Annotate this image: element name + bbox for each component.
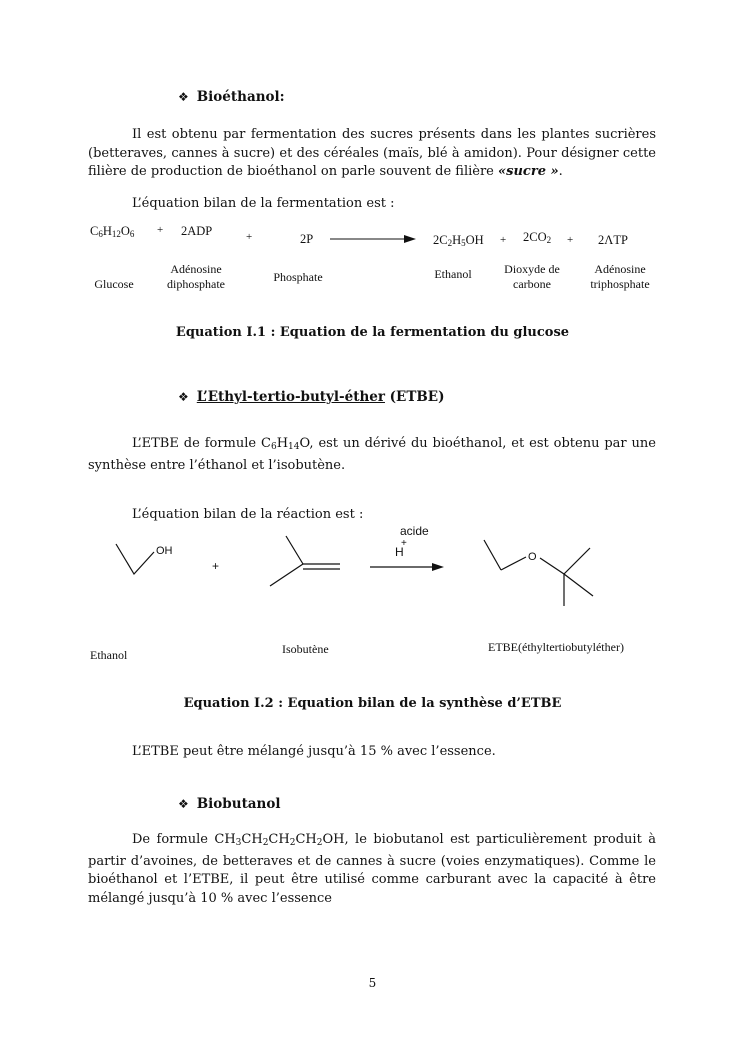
diamond-bullet-icon: ❖ [178,390,189,404]
diamond-bullet-icon: ❖ [178,90,189,104]
oh-label: OH [156,545,173,557]
label-ethanol: Ethanol [434,267,472,281]
plus-sign: + [500,234,507,246]
etbe-reaction-scheme [88,520,668,620]
caption-equation-1: Equation I.1 : Equation de la fermentation du glucose [175,325,570,340]
heading-text: Biobutanol [196,796,281,812]
plus-sign: + [212,559,220,573]
heading-text-underlined: L’Ethyl-tertio-butyl-éther [196,389,385,405]
formula-co2: $2CO_2$ [523,230,552,245]
etbe-paragraph: L’ETBE de formule $C_6H_{14}O$, est un dérivé du bioéthanol, et est obtenu par une synthèse entre l’éthanol et l’isobutène. [88,436,656,473]
caption-equation-2: Equation I.2 : Equation bilan de la synthèse d’ETBE [183,696,562,711]
etbe-intro: L’équation bilan de la réaction est : [132,507,364,522]
label-atp: Adénosine triphosphate [590,262,650,291]
etbe-mix-note: L’ETBE peut être mélangé jusqu’à 15 % avec l’essence. [132,744,496,759]
label-isobutene: Isobutène [282,642,329,656]
label-etbe: ETBE(éthyltertiobutyléther) [488,640,624,654]
formula-atp: 2ΛTP [598,233,628,247]
formula-phosphate: 2P [300,232,314,246]
biobutanol-paragraph: De formule $CH_3CH_2CH_2CH_2OH$, le biobutanol est particulièrement produit à partir d’avoines, de betteraves et de cannes à sucre (voies enzymatiques). Comme le bioéthanol et l’ETBE, il peut être utilisé comme carburant avec la capacité à être mélangé jusqu’à 10 % avec l’essence [88,832,656,906]
formula-glucose: $C_6H_{12}O_6$ [90,224,135,239]
section-heading-etbe [178,389,444,405]
heading-text: Bioéthanol: [196,89,285,105]
o-label: O [528,551,537,563]
catalyst-h: H [395,545,404,559]
formula-ethanol: $2C_2H_5OH$ [433,233,484,248]
formula-adp: 2ADP [181,224,213,238]
bioethanol-paragraph: Il est obtenu par fermentation des sucres présents dans les plantes sucrières (betteraves, cannes à sucre) et des céréales (maïs, blé à amidon). Pour désigner cette filière de production de bioéthanol on parle souvent de filière «sucre ». [88,127,656,179]
section-heading-biobutanol [178,796,281,812]
emphasis-sucre: «sucre » [498,164,559,179]
label-adp: Adénosine diphosphate [167,262,225,291]
label-ethanol: Ethanol [90,648,128,662]
plus-sign: + [567,234,574,246]
label-phosphate: Phosphate [273,270,323,284]
isobutene-structure [270,536,340,586]
fermentation-intro: L’équation bilan de la fermentation est : [132,196,395,211]
plus-sign: + [157,224,164,236]
label-co2: Dioxyde de carbone [504,262,560,291]
etbe-structure [484,540,593,606]
section-heading-bioethanol [178,89,285,105]
reaction-arrow [328,232,418,246]
ethanol-structure [116,544,154,574]
heading-text-rest: (ETBE) [384,389,445,405]
catalyst-acid: acide [400,524,429,538]
page-number: 5 [368,976,377,990]
diamond-bullet-icon: ❖ [178,797,189,811]
catalyst-plus: + [401,538,407,549]
reaction-arrow [370,563,444,571]
plus-sign: + [246,231,253,243]
label-glucose: Glucose [94,277,134,291]
